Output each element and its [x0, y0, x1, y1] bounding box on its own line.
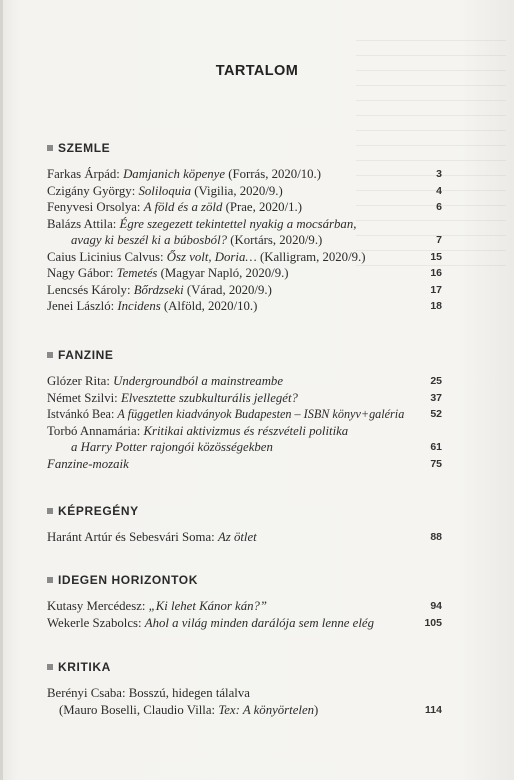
toc-entry-continuation — [47, 439, 442, 456]
section-kepregeny — [47, 503, 442, 546]
entry-title: Soliloquia — [138, 183, 192, 198]
entry-author: Lencsés Károly: — [47, 282, 134, 297]
section-idegen-horizontok — [47, 572, 442, 631]
entry-title: Damjanich köpenye — [123, 167, 226, 181]
entry-title: „Ki lehet Kánor kán?” — [148, 599, 268, 613]
toc-entry — [47, 390, 442, 407]
entry-title: Égre szegezett tekintettel nyakig a mocsárban, — [119, 216, 357, 231]
entry-title: Bőrdzseki — [133, 282, 184, 297]
page-number: 17 — [430, 283, 442, 296]
square-bullet-icon — [47, 508, 53, 514]
section-fanzine — [47, 347, 442, 472]
entry-author: Kutasy Mercédesz: — [47, 599, 149, 613]
toc-entry — [47, 298, 442, 315]
section-heading — [47, 140, 442, 156]
page-number: 114 — [425, 703, 442, 716]
toc-entry — [47, 249, 442, 266]
toc-entry — [47, 373, 442, 390]
entry-author: Caius Licinius Calvus: — [47, 249, 167, 264]
entry-author: Jenei László: — [47, 299, 118, 313]
entry-source: (Magyar Napló, 2020/9.) — [157, 266, 289, 280]
entry-source: (Prae, 2020/1.) — [222, 200, 302, 214]
entry-title: Temetés — [116, 266, 158, 280]
section-heading-label: FANZINE — [58, 348, 114, 362]
section-heading — [47, 503, 442, 519]
section-heading-label: KÉPREGÉNY — [58, 504, 139, 518]
section-heading — [47, 659, 442, 675]
square-bullet-icon — [47, 664, 53, 670]
page-number: 75 — [430, 457, 442, 470]
entry-title: Fanzine-mozaik — [47, 456, 129, 471]
toc-entry-continuation — [47, 702, 442, 719]
toc-entry — [47, 216, 442, 233]
page-spine — [0, 0, 3, 780]
toc-entry — [47, 406, 442, 423]
page-title: TARTALOM — [215, 63, 299, 79]
page-number: 88 — [430, 531, 442, 543]
entry-author: Fenyvesi Orsolya: — [47, 200, 144, 214]
section-heading-label: SZEMLE — [58, 141, 111, 155]
entry-author: Német Szilvi: — [47, 390, 121, 405]
page-number: 37 — [430, 391, 442, 404]
page-number: 94 — [430, 600, 442, 612]
page-number: 52 — [430, 408, 442, 420]
entry-author: (Mauro Boselli, Claudio Villa: — [59, 702, 219, 717]
entry-title: A föld és a zöld — [143, 200, 223, 214]
entry-title: Kritikai aktivizmus és részvételi politika — [143, 423, 349, 438]
entry-author: Istvánkó Bea: — [47, 407, 118, 421]
toc-entry — [47, 456, 442, 473]
page-number: 6 — [436, 201, 442, 213]
entry-source: ) — [314, 702, 319, 717]
toc-entry — [47, 282, 442, 299]
toc-entry — [47, 183, 442, 200]
entry-source: (Várad, 2020/9.) — [183, 282, 272, 297]
entry-source: (Kortárs, 2020/9.) — [227, 233, 323, 247]
entry-author: Haránt Artúr és Sebesvári Soma: — [47, 530, 218, 544]
entry-title: Tex: A könyörtelen — [218, 702, 315, 717]
entry-author: Farkas Árpád: — [47, 167, 124, 181]
page-number: 61 — [430, 441, 442, 453]
entry-title: Incidens — [117, 299, 161, 313]
page-number: 15 — [430, 250, 442, 263]
entry-author: Balázs Attila: — [47, 216, 120, 231]
entry-source: (Vigilia, 2020/9.) — [191, 183, 283, 198]
entry-title: avagy ki beszél ki a búbosból? — [71, 233, 228, 247]
section-kritika — [47, 659, 442, 718]
section-heading-label: KRITIKA — [58, 660, 111, 674]
section-szemle — [47, 140, 442, 315]
square-bullet-icon — [47, 352, 53, 358]
page-number: 3 — [436, 168, 442, 180]
page-number: 25 — [430, 375, 442, 387]
page-number: 7 — [436, 234, 442, 246]
section-heading — [47, 347, 442, 363]
toc-entry — [47, 265, 442, 282]
square-bullet-icon — [47, 145, 53, 151]
section-heading-label: IDEGEN HORIZONTOK — [58, 573, 198, 587]
section-heading — [47, 572, 442, 588]
entry-title: Az ötlet — [217, 530, 257, 544]
entry-title: Undergroundból a mainstreambe — [113, 374, 284, 388]
entry-title: Ahol a világ minden darálója sem lenne elég — [144, 615, 374, 630]
entry-author: Czigány György: — [47, 183, 139, 198]
entry-source: (Alföld, 2020/10.) — [160, 299, 258, 313]
entry-title: Elvesztette szubkulturális jellegét? — [120, 390, 298, 405]
entry-author: Berényi Csaba: Bosszú, hidegen tálalva — [47, 686, 250, 700]
entry-source: (Kalligram, 2020/9.) — [256, 249, 366, 264]
toc-entry-continuation — [47, 232, 442, 249]
entry-title: A független kiadványok Budapesten – ISBN könyv+galéria — [117, 407, 405, 421]
entry-author: Torbó Annamária: — [47, 423, 144, 438]
entry-title: a Harry Potter rajongói közösségekben — [71, 440, 273, 454]
toc-entry — [47, 598, 442, 615]
toc-entry — [47, 685, 442, 702]
entry-author: Wekerle Szabolcs: — [47, 615, 145, 630]
toc-entry — [47, 199, 442, 216]
page-number: 18 — [430, 300, 442, 312]
toc-entry — [47, 423, 442, 440]
toc-entry — [47, 529, 442, 546]
page-number: 105 — [424, 616, 442, 629]
page-number: 4 — [436, 184, 442, 197]
toc-entry — [47, 615, 442, 632]
entry-author: Glózer Rita: — [47, 374, 114, 388]
entry-title: Ősz volt, Doria… — [166, 249, 257, 264]
entry-source: (Forrás, 2020/10.) — [225, 167, 322, 181]
square-bullet-icon — [47, 577, 53, 583]
toc-entry — [47, 166, 442, 183]
entry-author: Nagy Gábor: — [47, 266, 117, 280]
page-number: 16 — [430, 267, 442, 279]
